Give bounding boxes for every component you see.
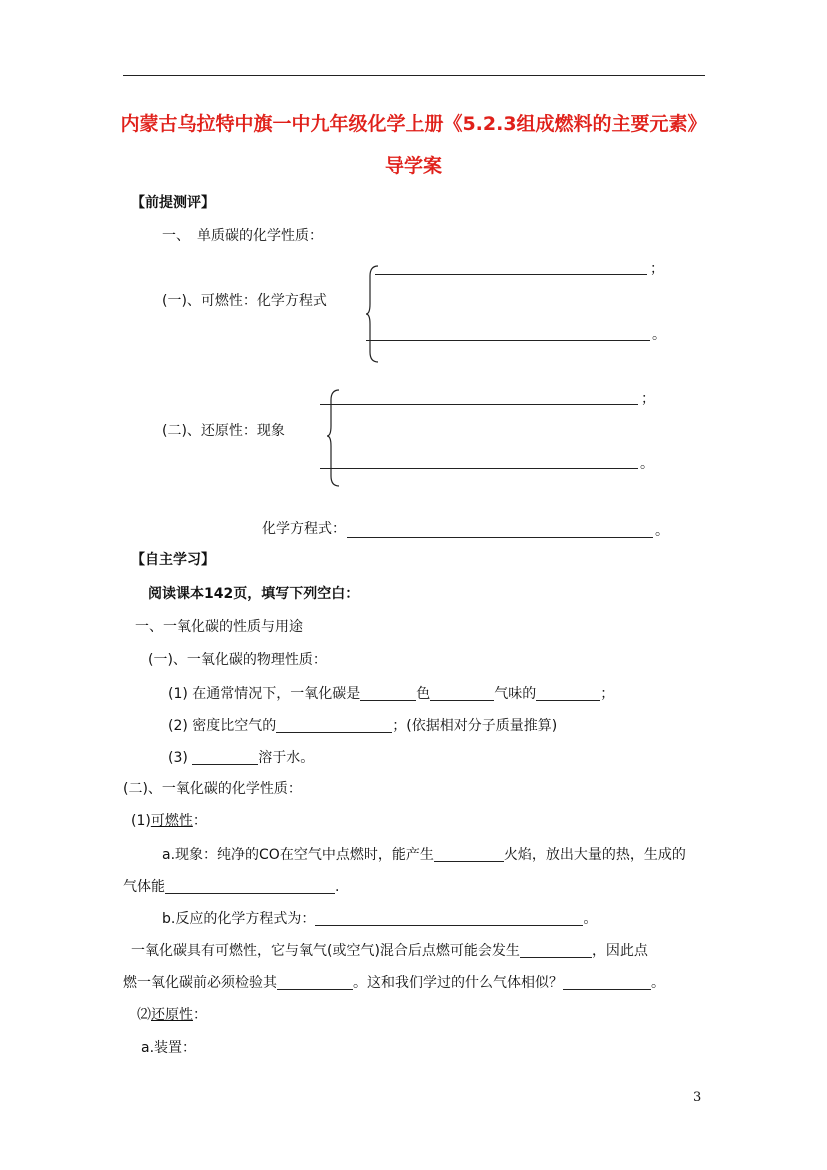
combustibility-label: (一)、可燃性：化学方程式 [162,293,327,309]
label-colon: ： [193,1007,207,1023]
line-end-mark: ； [650,261,664,277]
question-text: 色 [416,686,431,702]
question-text: b.反应的化学方程式为： [162,911,316,927]
header-rule [123,75,705,76]
question-text: ； [600,686,615,702]
question-text: 。 [651,975,665,991]
question-text: 气体能 [123,879,165,895]
blank-field[interactable] [276,718,392,733]
section-heading-self-study: 【自主学习】 [131,552,215,568]
section-heading-prior-test: 【前提测评】 [131,195,215,211]
question-text: 。这和我们学过的什么气体相似？ [353,975,563,991]
answer-line[interactable] [375,274,647,275]
blank-field[interactable] [563,975,651,990]
property-label: 还原性 [151,1007,193,1023]
brace-icon [327,388,341,488]
question-line [162,847,686,862]
item-number: (1) [131,813,151,829]
question-line [168,686,614,701]
blank-field[interactable] [165,879,335,894]
chemical-properties-title: (二)、一氧化碳的化学性质： [123,781,302,797]
answer-line[interactable] [347,537,653,538]
blank-field[interactable] [315,911,583,926]
line-end-mark: 。 [652,327,666,343]
blank-field[interactable] [520,943,592,958]
paragraph-line [131,943,648,958]
question-text: 一氧化碳具有可燃性，它与氧气(或空气)混合后点燃可能会发生 [131,943,520,959]
question-text: (3) [168,750,188,766]
question-line [162,911,597,926]
doc-title: 内蒙古乌拉特中旗一中九年级化学上册《5.2.3组成燃料的主要元素》 [120,113,707,135]
page-number: 3 [693,1090,702,1105]
question-text: ；(依据相对分子质量推算) [392,718,558,734]
answer-line[interactable] [366,340,650,341]
question-text: 气味的 [494,686,537,702]
question-text: (1) 在通常情况下，一氧化碳是 [168,686,361,702]
question-text: 。 [583,911,598,927]
line-end-mark: 。 [655,523,669,539]
reading-instruction: 阅读课本142页，填写下列空白： [148,586,360,602]
question-line [168,750,314,765]
question-text: 燃一氧化碳前必须检验其 [123,975,277,991]
question-text: 溶于水。 [258,750,315,766]
question-text: . [335,879,340,895]
paragraph-line [123,975,665,990]
item-carbon-properties: 一、 单质碳的化学性质： [162,228,323,244]
blank-field[interactable] [277,975,353,990]
answer-line[interactable] [320,468,638,469]
question-line [123,879,339,894]
reducibility-label: (二)、还原性：现象 [162,423,285,439]
question-text: a.现象：纯净的CO在空气中点燃时，能产生 [162,847,434,863]
line-end-mark: 。 [640,456,654,472]
subsection-combustibility [131,814,207,828]
blank-field[interactable] [536,686,600,701]
answer-line[interactable] [320,404,638,405]
label-colon: ： [192,813,207,829]
blank-field[interactable] [360,686,416,701]
doc-title-line2: 导学案 [384,155,442,177]
blank-field[interactable] [192,750,258,765]
question-text: 火焰，放出大量的热，生成的 [503,847,686,863]
section-co-properties: 一、一氧化碳的性质与用途 [135,619,303,635]
question-text: (2) 密度比空气的 [168,718,277,734]
apparatus-label: a.装置： [141,1040,197,1056]
physical-properties-title: (一)、一氧化碳的物理性质： [148,652,327,668]
equation-label: 化学方程式： [262,521,346,537]
property-label: 可燃性 [150,813,193,829]
subsection-reducibility [137,1008,207,1022]
question-text: ，因此点 [591,943,648,959]
brace-icon [366,264,380,364]
question-line [168,718,557,733]
blank-field[interactable] [434,847,504,862]
line-end-mark: ； [641,391,655,407]
blank-field[interactable] [430,686,494,701]
item-number: ⑵ [137,1007,151,1023]
